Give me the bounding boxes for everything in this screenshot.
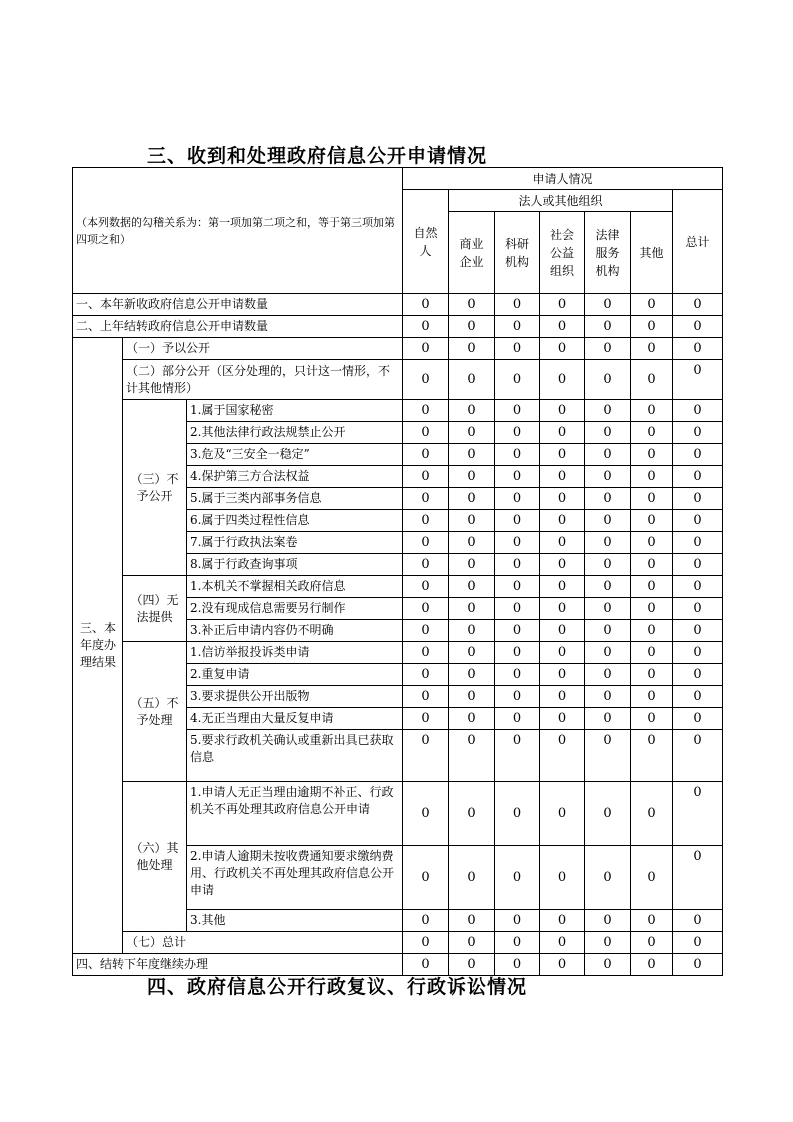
value-cell: 0: [449, 316, 495, 338]
value-cell: 0: [585, 554, 631, 576]
value-cell: 0: [631, 510, 673, 532]
value-cell: 0: [540, 400, 585, 422]
value-cell: 0: [540, 554, 585, 576]
value-cell: 0: [585, 294, 631, 316]
value-cell: 0: [449, 554, 495, 576]
value-cell: 0: [403, 422, 449, 444]
value-cell: 0: [585, 510, 631, 532]
value-cell: 0: [673, 642, 723, 664]
value-cell: 0: [540, 466, 585, 488]
subgroup-label-cell: [123, 642, 187, 782]
row-label: 6.属于四类过程性信息: [187, 510, 403, 532]
value-cell: 0: [495, 664, 540, 686]
value-cell: 0: [449, 642, 495, 664]
value-cell: 0: [631, 598, 673, 620]
value-cell: 0: [540, 510, 585, 532]
value-cell: 0: [585, 782, 631, 846]
value-cell: 0: [449, 576, 495, 598]
value-cell: 0: [540, 686, 585, 708]
value-cell: 0: [495, 316, 540, 338]
value-cell: 0: [585, 466, 631, 488]
value-cell: 0: [585, 316, 631, 338]
row-label: 2.重复申请: [187, 664, 403, 686]
row-label: 7.属于行政执法案卷: [187, 532, 403, 554]
legal-service-header: [585, 212, 631, 294]
value-cell: 0: [449, 422, 495, 444]
value-cell: 0: [449, 338, 495, 360]
value-cell: 0: [540, 620, 585, 642]
value-cell: 0: [449, 466, 495, 488]
value-cell: 0: [449, 932, 495, 954]
row-label: 3.补正后申请内容仍不明确: [187, 620, 403, 642]
table-row: [73, 642, 723, 664]
value-cell: 0: [585, 664, 631, 686]
value-cell: 0: [495, 294, 540, 316]
value-cell: 0: [673, 664, 723, 686]
value-cell: 0: [673, 782, 723, 846]
row-label: （七）总计: [123, 932, 403, 954]
value-cell: 0: [631, 444, 673, 466]
value-cell: 0: [631, 782, 673, 846]
value-cell: 0: [631, 686, 673, 708]
group-3-label: 三、本年度办理结果: [79, 621, 116, 669]
value-cell: 0: [449, 954, 495, 976]
value-cell: 0: [449, 532, 495, 554]
value-cell: 0: [673, 400, 723, 422]
value-cell: 0: [449, 400, 495, 422]
value-cell: 0: [631, 294, 673, 316]
value-cell: 0: [585, 954, 631, 976]
value-cell: 0: [495, 554, 540, 576]
value-cell: 0: [495, 510, 540, 532]
value-cell: 0: [673, 554, 723, 576]
value-cell: 0: [403, 910, 449, 932]
row-label: 1.本机关不掌握相关政府信息: [187, 576, 403, 598]
row-label: 8.属于行政查询事项: [187, 554, 403, 576]
value-cell: 0: [631, 360, 673, 400]
row-label: 2.其他法律行政法规禁止公开: [187, 422, 403, 444]
value-cell: 0: [495, 338, 540, 360]
value-cell: 0: [540, 708, 585, 730]
value-cell: 0: [403, 338, 449, 360]
value-cell: 0: [495, 910, 540, 932]
value-cell: 0: [585, 932, 631, 954]
group-3-label-cell: [73, 338, 123, 954]
value-cell: 0: [585, 730, 631, 782]
value-cell: 0: [540, 910, 585, 932]
value-cell: 0: [403, 444, 449, 466]
value-cell: 0: [495, 782, 540, 846]
value-cell: 0: [495, 642, 540, 664]
value-cell: 0: [495, 488, 540, 510]
value-cell: 0: [449, 730, 495, 782]
value-cell: 0: [403, 708, 449, 730]
value-cell: 0: [403, 782, 449, 846]
value-cell: 0: [495, 466, 540, 488]
value-cell: 0: [449, 664, 495, 686]
value-cell: 0: [403, 846, 449, 910]
value-cell: 0: [495, 954, 540, 976]
value-cell: 0: [495, 708, 540, 730]
row-label: 二、上年结转政府信息公开申请数量: [73, 316, 403, 338]
value-cell: 0: [495, 730, 540, 782]
value-cell: 0: [403, 686, 449, 708]
value-cell: 0: [540, 488, 585, 510]
value-cell: 0: [673, 686, 723, 708]
value-cell: 0: [540, 532, 585, 554]
value-cell: 0: [631, 664, 673, 686]
value-cell: 0: [631, 488, 673, 510]
value-cell: 0: [631, 554, 673, 576]
value-cell: 0: [449, 846, 495, 910]
value-cell: 0: [495, 444, 540, 466]
value-cell: 0: [540, 294, 585, 316]
research-header: [495, 212, 540, 294]
value-cell: 0: [403, 554, 449, 576]
value-cell: 0: [495, 620, 540, 642]
value-cell: 0: [585, 338, 631, 360]
total-header: 总计: [673, 190, 723, 294]
value-cell: 0: [495, 846, 540, 910]
value-cell: 0: [631, 846, 673, 910]
value-cell: 0: [585, 620, 631, 642]
row-label: （二）部分公开（区分处理的，只计这一情形，不计其他情形）: [123, 360, 403, 400]
value-cell: 0: [403, 294, 449, 316]
value-cell: 0: [403, 598, 449, 620]
value-cell: 0: [673, 910, 723, 932]
natural-person-label: 自然人: [413, 225, 438, 258]
value-cell: 0: [449, 488, 495, 510]
legal-group-header: 法人或其他组织: [449, 190, 673, 212]
value-cell: 0: [495, 532, 540, 554]
value-cell: 0: [449, 598, 495, 620]
table-row: [73, 294, 723, 316]
value-cell: 0: [403, 466, 449, 488]
value-cell: 0: [540, 444, 585, 466]
value-cell: 0: [631, 576, 673, 598]
value-cell: 0: [495, 422, 540, 444]
value-cell: 0: [403, 954, 449, 976]
not-processed-label: （五）不予处理: [130, 695, 179, 727]
table-row: [73, 782, 723, 846]
table-row: [73, 400, 723, 422]
subgroup-label-cell: [123, 576, 187, 642]
value-cell: 0: [495, 400, 540, 422]
cannot-provide-label: （四）无法提供: [130, 592, 179, 624]
value-cell: 0: [403, 620, 449, 642]
value-cell: 0: [449, 910, 495, 932]
value-cell: 0: [449, 782, 495, 846]
value-cell: 0: [585, 444, 631, 466]
row-label: 1.申请人无正当理由逾期不补正、行政机关不再处理其政府信息公开申请: [187, 782, 403, 846]
row-label: 4.无正当理由大量反复申请: [187, 708, 403, 730]
row-label: （一）予以公开: [123, 338, 403, 360]
value-cell: 0: [673, 316, 723, 338]
value-cell: 0: [449, 708, 495, 730]
value-cell: 0: [585, 576, 631, 598]
row-label: 1.信访举报投诉类申请: [187, 642, 403, 664]
value-cell: 0: [673, 932, 723, 954]
section-3-heading: 三、收到和处理政府信息公开申请情况: [147, 145, 488, 167]
row-label: 1.属于国家秘密: [187, 400, 403, 422]
value-cell: 0: [631, 730, 673, 782]
value-cell: 0: [495, 598, 540, 620]
row-label: 4.保护第三方合法权益: [187, 466, 403, 488]
value-cell: 0: [403, 316, 449, 338]
value-cell: 0: [673, 532, 723, 554]
research-label: 科研机构: [504, 236, 529, 269]
value-cell: 0: [673, 360, 723, 400]
value-cell: 0: [631, 400, 673, 422]
value-cell: 0: [673, 466, 723, 488]
social-header: [540, 212, 585, 294]
value-cell: 0: [673, 846, 723, 910]
value-cell: 0: [540, 576, 585, 598]
value-cell: 0: [449, 360, 495, 400]
subgroup-label-cell: [123, 782, 187, 932]
value-cell: 0: [673, 338, 723, 360]
value-cell: 0: [449, 510, 495, 532]
value-cell: 0: [673, 598, 723, 620]
value-cell: 0: [631, 316, 673, 338]
value-cell: 0: [585, 642, 631, 664]
table-row: [73, 316, 723, 338]
value-cell: 0: [585, 708, 631, 730]
value-cell: 0: [403, 642, 449, 664]
subgroup-label-cell: [123, 400, 187, 576]
table-row: [73, 338, 723, 360]
value-cell: 0: [585, 910, 631, 932]
row-label: 一、本年新收政府信息公开申请数量: [73, 294, 403, 316]
row-label: 2.没有现成信息需要另行制作: [187, 598, 403, 620]
value-cell: 0: [585, 846, 631, 910]
value-cell: 0: [403, 730, 449, 782]
natural-person-header: [403, 190, 449, 294]
value-cell: 0: [673, 444, 723, 466]
row-label: 5.要求行政机关确认或重新出具已获取信息: [187, 730, 403, 782]
value-cell: 0: [495, 686, 540, 708]
value-cell: 0: [540, 598, 585, 620]
row-label: 3.要求提供公开出版物: [187, 686, 403, 708]
value-cell: 0: [449, 620, 495, 642]
value-cell: 0: [495, 576, 540, 598]
row-label: 3.危及“三安全一稳定”: [187, 444, 403, 466]
value-cell: 0: [631, 532, 673, 554]
value-cell: 0: [449, 444, 495, 466]
value-cell: 0: [540, 642, 585, 664]
value-cell: 0: [631, 338, 673, 360]
value-cell: 0: [449, 294, 495, 316]
value-cell: 0: [495, 932, 540, 954]
value-cell: 0: [585, 686, 631, 708]
business-label: 商业企业: [459, 236, 484, 269]
value-cell: 0: [673, 708, 723, 730]
table-row: [73, 932, 723, 954]
value-cell: 0: [403, 510, 449, 532]
value-cell: 0: [631, 954, 673, 976]
value-cell: 0: [631, 422, 673, 444]
value-cell: 0: [495, 360, 540, 400]
value-cell: 0: [631, 620, 673, 642]
legal-service-label: 法律服务机构: [595, 227, 620, 278]
value-cell: 0: [585, 360, 631, 400]
not-disclosed-label: （三）不予公开: [130, 471, 179, 503]
section-4-heading: 四、政府信息公开行政复议、行政诉讼情况: [147, 976, 528, 998]
applicant-header: 申请人情况: [403, 168, 723, 190]
header-note: （本列数据的勾稽关系为：第一项加第二项之和，等于第三项加第四项之和）: [76, 215, 395, 246]
other-processing-label: （六）其他处理: [130, 840, 179, 872]
value-cell: 0: [673, 488, 723, 510]
header-note-cell: [73, 168, 403, 294]
value-cell: 0: [540, 954, 585, 976]
value-cell: 0: [585, 488, 631, 510]
value-cell: 0: [673, 510, 723, 532]
value-cell: 0: [585, 532, 631, 554]
table-row: [73, 576, 723, 598]
value-cell: 0: [673, 294, 723, 316]
value-cell: 0: [403, 360, 449, 400]
business-header: [449, 212, 495, 294]
value-cell: 0: [673, 576, 723, 598]
row-label: 四、结转下年度继续办理: [73, 954, 403, 976]
other-header: 其他: [631, 212, 673, 294]
value-cell: 0: [403, 532, 449, 554]
value-cell: 0: [631, 708, 673, 730]
value-cell: 0: [403, 488, 449, 510]
value-cell: 0: [403, 400, 449, 422]
social-label: 社会公益组织: [549, 227, 574, 278]
table-row: [73, 360, 723, 400]
value-cell: 0: [673, 730, 723, 782]
value-cell: 0: [631, 642, 673, 664]
application-statistics-table: [72, 167, 723, 976]
value-cell: 0: [540, 932, 585, 954]
value-cell: 0: [540, 782, 585, 846]
value-cell: 0: [585, 598, 631, 620]
value-cell: 0: [585, 400, 631, 422]
value-cell: 0: [540, 422, 585, 444]
value-cell: 0: [403, 576, 449, 598]
value-cell: 0: [631, 466, 673, 488]
value-cell: 0: [540, 338, 585, 360]
value-cell: 0: [673, 620, 723, 642]
value-cell: 0: [673, 422, 723, 444]
value-cell: 0: [540, 360, 585, 400]
row-label: 5.属于三类内部事务信息: [187, 488, 403, 510]
value-cell: 0: [585, 422, 631, 444]
row-label: 3.其他: [187, 910, 403, 932]
value-cell: 0: [631, 932, 673, 954]
value-cell: 0: [673, 954, 723, 976]
value-cell: 0: [631, 910, 673, 932]
value-cell: 0: [403, 664, 449, 686]
value-cell: 0: [403, 932, 449, 954]
value-cell: 0: [540, 316, 585, 338]
value-cell: 0: [540, 730, 585, 782]
value-cell: 0: [449, 686, 495, 708]
row-label: 2.申请人逾期未按收费通知要求缴纳费用、行政机关不再处理其政府信息公开申请: [187, 846, 403, 910]
value-cell: 0: [540, 846, 585, 910]
value-cell: 0: [540, 664, 585, 686]
